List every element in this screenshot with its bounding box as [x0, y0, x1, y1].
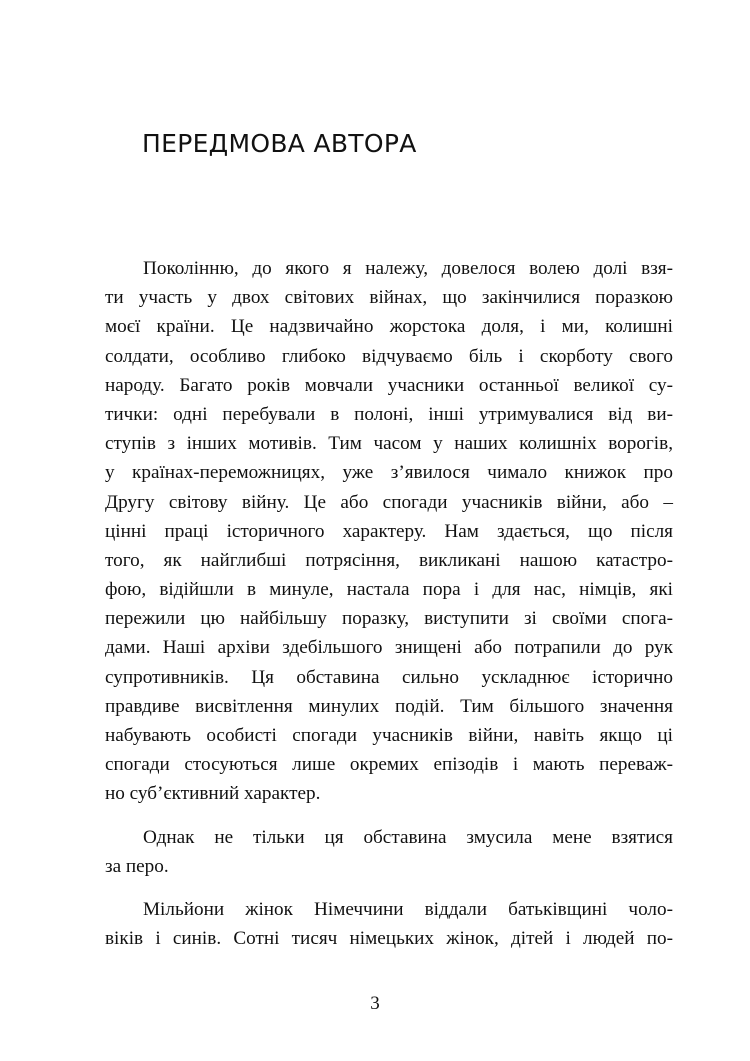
- text-line: набувають особисті спогади учасників війни, навіть якщо ці: [105, 725, 673, 746]
- text-line: цінні праці історичного характеру. Нам здається, що після: [105, 520, 673, 542]
- paragraph-1: [105, 254, 673, 809]
- text-line: правдиве висвітлення минулих подій. Тим більшого значення: [105, 695, 673, 717]
- text-line: Мільйони жінок Німеччини віддали батьківщині чоло-: [143, 898, 673, 920]
- text-line: тички: одні перебували в полоні, інші утримувалися від ви-: [105, 403, 673, 425]
- text-line: народу. Багато років мовчали учасники останньої великої су-: [105, 374, 673, 396]
- text-line: Поколінню, до якого я належу, довелося волею долі взя-: [143, 258, 673, 279]
- paragraph-2: [105, 823, 673, 881]
- text-line: Однак не тільки ця обставина змусила мене взятися: [143, 826, 673, 848]
- text-line: спогади стосуються лише окремих епізодів і мають переваж-: [105, 754, 673, 776]
- text-line: ступів з інших мотивів. Тим часом у наших колишніх ворогів,: [105, 433, 673, 455]
- text-line: у країнах-переможницях, уже з’явилося чимало книжок про: [105, 462, 673, 484]
- text-line: супротивників. Ця обставина сильно ускладнює історично: [105, 666, 673, 688]
- paragraph-3: [105, 895, 673, 953]
- text-line: віків і синів. Сотні тисяч німецьких жінок, дітей і людей по-: [105, 928, 673, 950]
- text-line: моєї країни. Це надзвичайно жорстока доля, і ми, колишні: [105, 316, 673, 338]
- chapter-title: ПЕРЕДМОВА АВТОРА: [142, 129, 417, 158]
- paragraph-spacer: [105, 809, 673, 823]
- text-line: ти участь у двох світових війнах, що закінчилися поразкою: [105, 287, 673, 309]
- text-line: за перо.: [105, 855, 169, 877]
- text-line: фою, відійшли в минуле, настала пора і для нас, німців, які: [105, 579, 673, 601]
- text-line: Другу світову війну. Це або спогади учасників війни, або –: [105, 491, 673, 513]
- text-line: но суб’єктивний характер.: [105, 783, 321, 805]
- page-number: 3: [370, 993, 380, 1014]
- text-line: дами. Наші архіви здебільшого знищені або потрапили до рук: [105, 637, 673, 659]
- text-line: пережили цю найбільшу поразку, виступити зі своїми спога-: [105, 608, 673, 630]
- paragraph-spacer: [105, 881, 673, 895]
- body-text: [105, 254, 673, 953]
- text-line: солдати, особливо глибоко відчуваємо біль і скорботу свого: [105, 345, 673, 367]
- text-line: того, як найглибші потрясіння, викликані нашою катастро-: [105, 549, 673, 571]
